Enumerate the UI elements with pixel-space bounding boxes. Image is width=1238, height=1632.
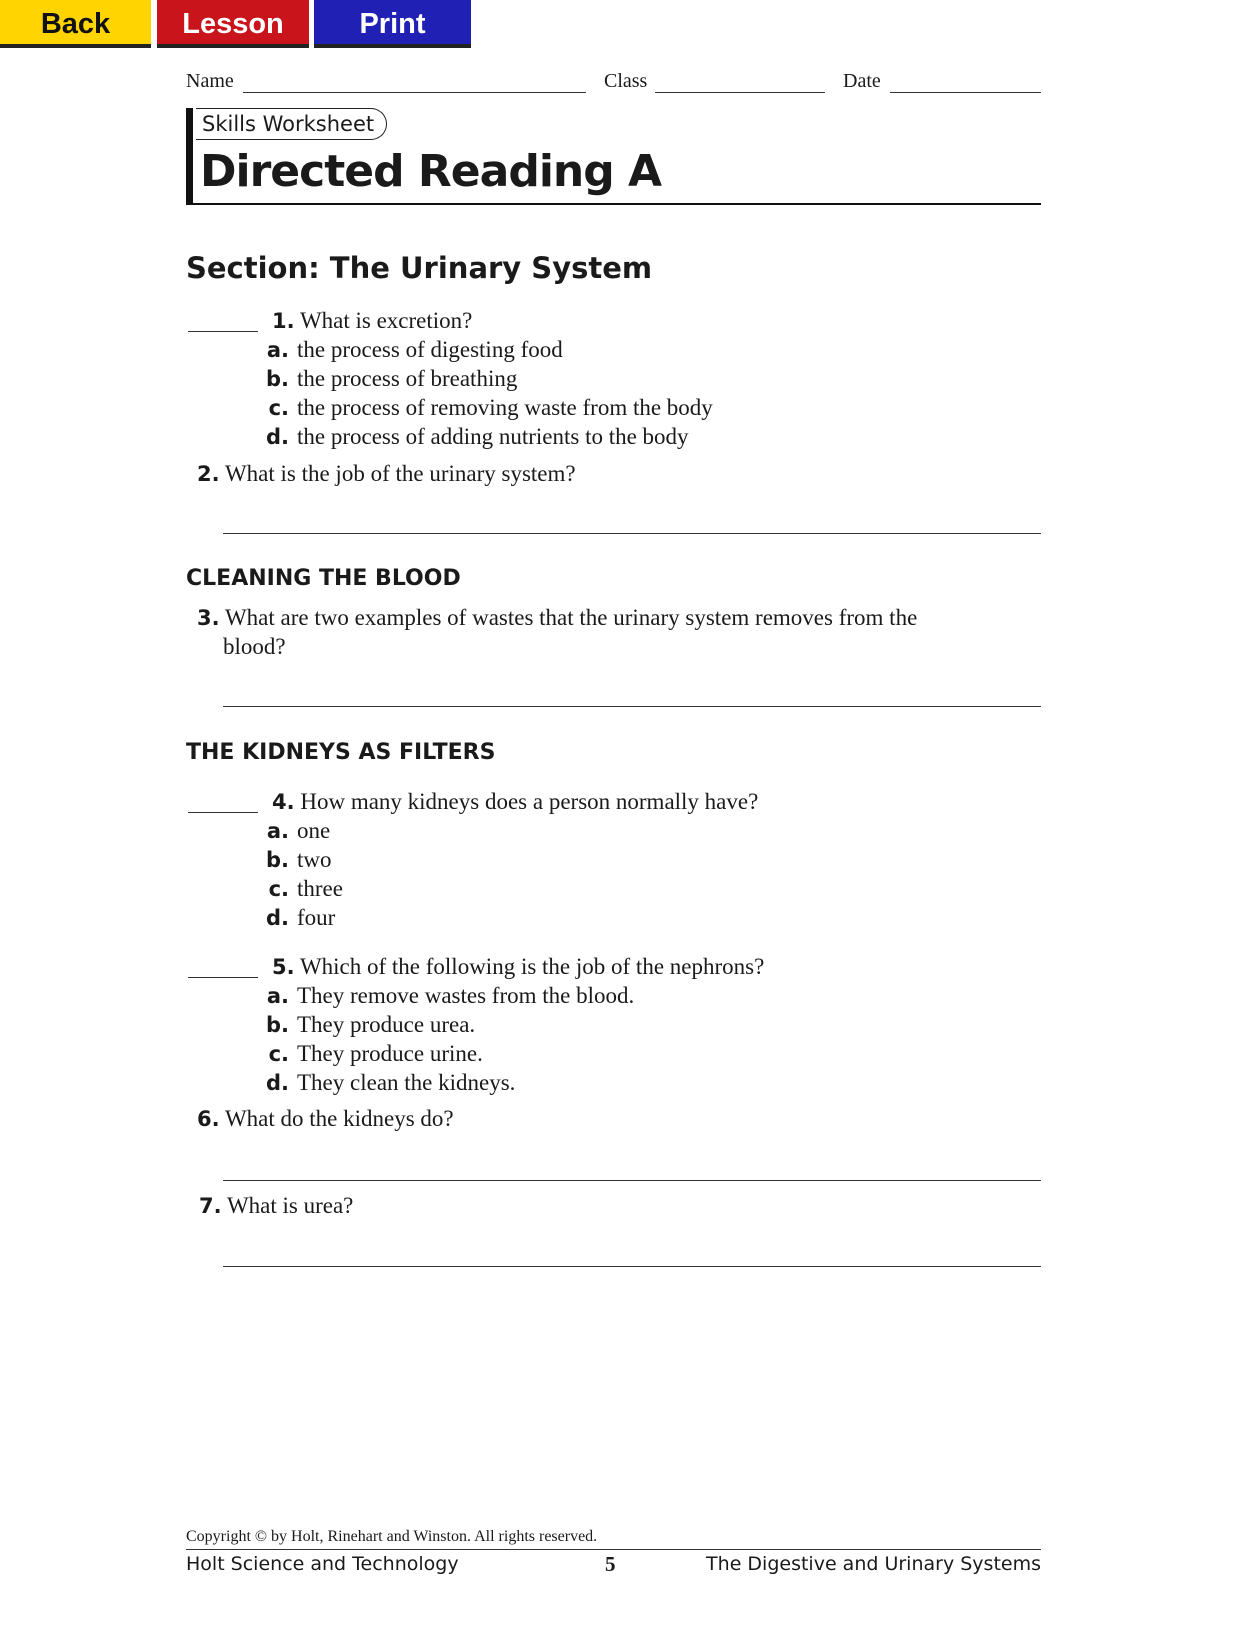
q1-question (272, 308, 472, 334)
q1-option-d: d. the process of adding nutrients to the body (265, 424, 689, 449)
worksheet-tag: Skills Worksheet (196, 108, 387, 140)
q5-option-d: d. They clean the kidneys. (265, 1070, 516, 1095)
q3-text: What are two examples of wastes that the urinary system removes from the (224, 605, 918, 630)
q3-question (197, 605, 917, 631)
lesson-button[interactable]: Lesson (157, 0, 309, 48)
q3-text-continued: blood? (223, 634, 286, 659)
q6-number: 6. (197, 1107, 220, 1131)
page-title: Directed Reading A (200, 146, 662, 197)
q5-answer-blank[interactable] (188, 977, 258, 978)
date-line (890, 92, 1041, 93)
q5-option-b: b. They produce urea. (265, 1012, 476, 1037)
q3-answer-line[interactable] (223, 706, 1041, 707)
print-button[interactable]: Print (314, 0, 471, 48)
q1-number: 1. (272, 309, 295, 333)
title-accent-bar (186, 108, 193, 204)
footer-rule (186, 1549, 1041, 1550)
q4-option-c: c. three (268, 876, 343, 901)
q2-number: 2. (197, 462, 220, 486)
q7-answer-line[interactable] (223, 1266, 1041, 1267)
q4-option-d: d. four (265, 905, 336, 930)
name-line (243, 92, 586, 93)
q1-text: What is excretion? (299, 308, 473, 333)
copyright-notice: Copyright © by Holt, Rinehart and Winston. All rights reserved. (186, 1528, 598, 1545)
q6-answer-line[interactable] (223, 1180, 1041, 1181)
q4-number: 4. (272, 790, 295, 814)
back-button[interactable]: Back (0, 0, 151, 48)
q5-option-a: a. They remove wastes from the blood. (266, 983, 635, 1008)
footer-chapter-title: The Digestive and Urinary Systems (706, 1553, 1041, 1575)
section-title: Section: The Urinary System (186, 251, 653, 285)
q5-question (272, 954, 764, 980)
subhead-cleaning-the-blood: CLEANING THE BLOOD (186, 566, 461, 591)
q3-number: 3. (197, 606, 220, 630)
q1-option-b: b. the process of breathing (265, 366, 518, 391)
q1-answer-blank[interactable] (188, 331, 258, 332)
q7-number: 7. (199, 1194, 222, 1218)
q5-number: 5. (272, 955, 295, 979)
class-line (655, 92, 825, 93)
class-label: Class (604, 70, 648, 92)
q4-question (272, 789, 758, 815)
q4-answer-blank[interactable] (188, 812, 258, 813)
q2-question (197, 461, 576, 487)
q1-option-c: c. the process of removing waste from the body (268, 395, 713, 420)
q7-text: What is urea? (226, 1193, 354, 1218)
q7-question (199, 1193, 353, 1219)
title-rule (186, 203, 1041, 205)
subhead-kidneys-as-filters: THE KIDNEYS AS FILTERS (186, 740, 496, 765)
q5-text: Which of the following is the job of the nephrons? (299, 954, 765, 979)
q1-option-a: a. the process of digesting food (266, 337, 563, 362)
date-label: Date (843, 70, 881, 92)
name-label: Name (186, 70, 234, 92)
q4-text: How many kidneys does a person normally have? (300, 789, 759, 814)
q6-text: What do the kidneys do? (224, 1106, 454, 1131)
q4-option-b: b. two (265, 847, 332, 872)
q6-question (197, 1106, 454, 1132)
q2-text: What is the job of the urinary system? (224, 461, 576, 486)
q2-answer-line[interactable] (223, 533, 1041, 534)
q4-option-a: a. one (266, 818, 331, 843)
footer-book-title: Holt Science and Technology (186, 1553, 459, 1575)
page-number: 5 (605, 1552, 616, 1576)
q5-option-c: c. They produce urine. (268, 1041, 483, 1066)
